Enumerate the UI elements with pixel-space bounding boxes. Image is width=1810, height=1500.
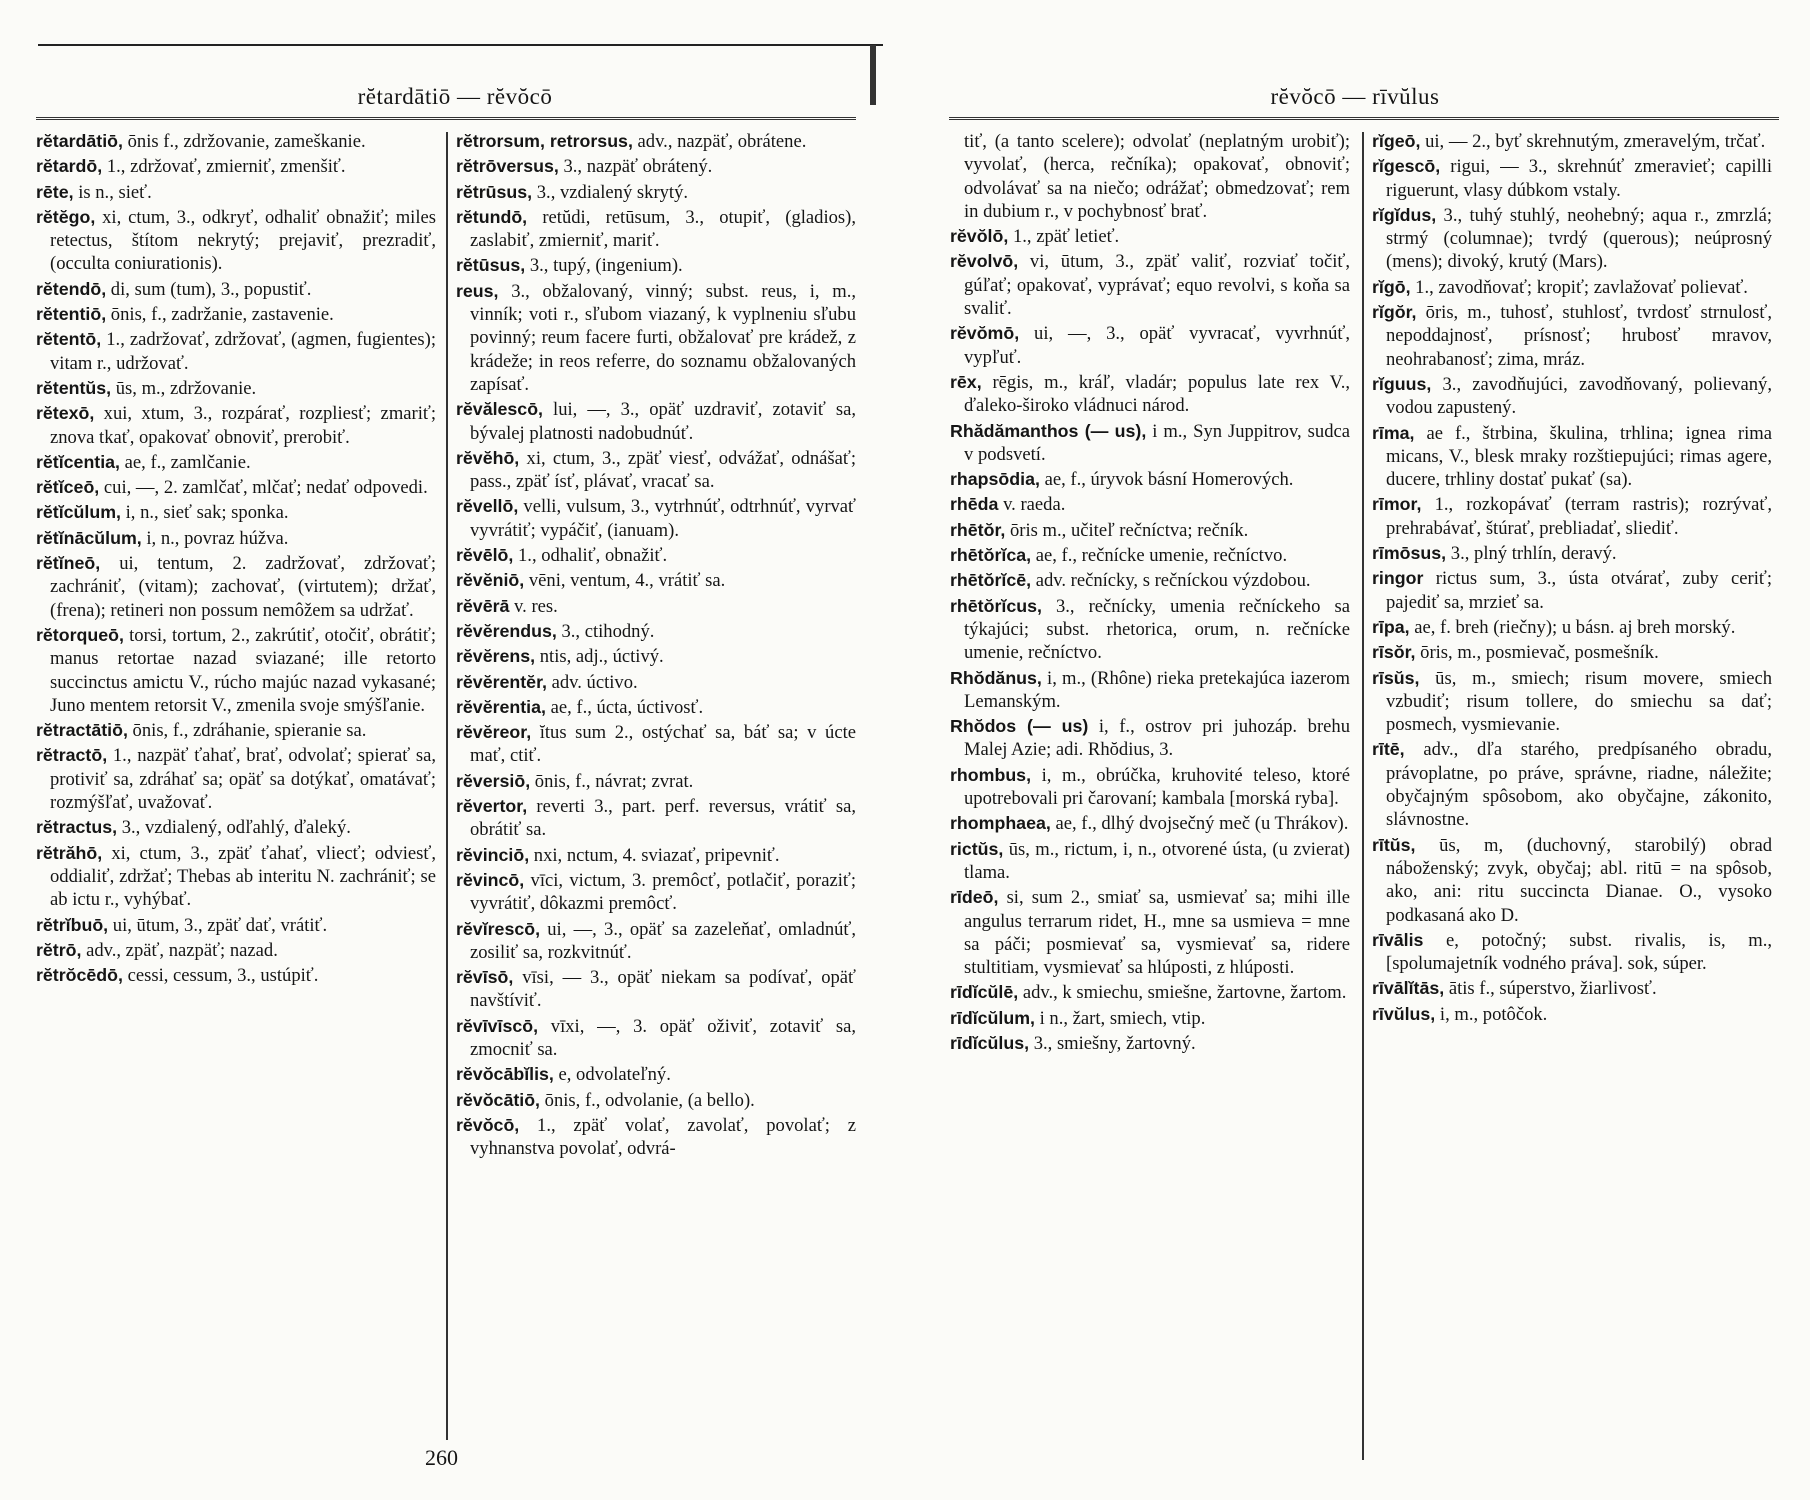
dictionary-column-right <box>1372 130 1772 1460</box>
binding-edge <box>870 45 876 105</box>
entry-definition: i, n., sieť sak; sponka. <box>120 502 289 524</box>
dictionary-entry <box>36 501 436 524</box>
entry-headword: rĕvinciō, <box>456 844 530 865</box>
entry-definition: ūs, m, (duchovný, starobilý) obrad náboženský; zvyk, obyčaj; abl. ritū = na spôsob, ako, ani: ritu succincta Dianae. O., vysoko podkasaná ako D. <box>1386 834 1772 926</box>
entry-definition: i, n., povraz húžva. <box>141 527 289 549</box>
header-rule <box>949 117 1779 120</box>
dictionary-entry <box>36 939 436 962</box>
entry-headword: rēte, <box>36 181 74 202</box>
entry-headword: rīdĭcŭlē, <box>950 982 1019 1003</box>
dictionary-entry <box>1372 155 1772 202</box>
entry-definition: 3., vzdialený, odľahlý, ďaleký. <box>117 817 351 839</box>
dictionary-entry <box>1372 130 1772 153</box>
entry-headword: rĕtrĭbuō, <box>36 914 109 935</box>
entry-definition: ūs, m., smiech; risum movere, smiech vzbudiť; risum tollere, do smiechu sa dať; posmech, vysmievanie. <box>1386 667 1772 736</box>
dictionary-entry <box>456 181 856 204</box>
entry-definition: ōris, m., tuhosť, stuhlosť, tvrdosť strnulosť, nepoddajnosť, prísnosť; hrubosť mravov, neohrabanosť; zima, mráz. <box>1386 302 1772 370</box>
entry-headword: rĕvēlō, <box>456 545 514 566</box>
entry-headword: rĭgŏr, <box>1372 302 1417 323</box>
entry-definition: 3., zavodňujúci, zavodňovaný, polievaný, vodou zapustený. <box>1386 373 1772 419</box>
entry-definition: 1., zpäť letieť. <box>1008 226 1120 248</box>
entry-definition: velli, vulsum, 3., vytrhnúť, odtrhnúť, vyrvať vyvrátiť; vypáčiť, (ianuam). <box>470 496 856 541</box>
dictionary-entry <box>456 398 856 445</box>
entry-definition: i, m., (Rhône) rieka pretekajúca iazerom Lemanským. <box>964 667 1350 712</box>
entry-headword: rīsŏr, <box>1372 642 1416 663</box>
entry-headword: rĕtractō, <box>36 745 108 766</box>
entry-definition: rēgis, m., kráľ, vladár; populus late rex V., ďaleko-široko vládnuci národ. <box>964 371 1350 417</box>
entry-definition: 1., nazpäť ťahať, brať, odvolať; spierať sa, protiviť sa, zdráhať sa; opäť sa dotýkať, omatávať; rozmýšľať, uvažovať. <box>50 745 436 814</box>
entry-headword: rĭgescō, <box>1372 156 1441 177</box>
entry-headword: rĕtĭneō, <box>36 553 101 574</box>
entry-headword: rhombus, <box>950 764 1032 785</box>
dictionary-entry <box>950 130 1350 223</box>
entry-definition: 1., zadržovať, zdržovať, (agmen, fugientes); vitam r., udržovať. <box>50 329 436 374</box>
dictionary-entry <box>456 770 856 793</box>
entry-headword: rĕvertor, <box>456 796 528 817</box>
dictionary-entry <box>950 1007 1350 1030</box>
entry-definition: adv., k smiechu, smiešne, žartovne, žartom. <box>1018 982 1347 1004</box>
entry-definition: ae, f., zamlčanie. <box>120 451 251 473</box>
dictionary-entry <box>36 624 436 717</box>
entry-definition: ōnis, f., odvolanie, (a bello). <box>540 1089 755 1111</box>
dictionary-entry <box>456 795 856 842</box>
entry-headword: rĕtrăhō, <box>36 842 103 863</box>
entry-definition: i, m., obrúčka, kruhovité teleso, ktoré upotrebovali pri čarovaní; kambala [morská ryba]. <box>964 764 1350 810</box>
entry-definition: 3., obžalovaný, vinný; subst. reus, i, m., vinník; voti r., sľubom viazaný, k vyplneniu sľubu povinný; reum facere furti, obžalovať pre krádež, z krádeže; in reos referre, do soznamu obžalovaných zapísať. <box>470 280 856 395</box>
dictionary-entry <box>456 155 856 178</box>
dictionary-entry <box>950 225 1350 248</box>
entry-headword: rīma, <box>1372 422 1415 443</box>
entry-definition: vēni, ventum, 4., vrátiť sa. <box>524 570 726 592</box>
dictionary-entry <box>950 1032 1350 1055</box>
entry-headword: rĕtrō, <box>36 939 82 960</box>
entry-definition: vīxi, —, 3. opäť oživiť, zotaviť sa, zmocniť sa. <box>470 1015 856 1060</box>
entry-headword: rĕtexō, <box>36 403 95 424</box>
entry-definition: ui, —, 3., opäť sa zazeleňať, omladnúť, zosiliť sa, rozkvitnúť. <box>470 918 856 963</box>
dictionary-entry <box>1372 493 1772 540</box>
dictionary-entry <box>456 721 856 768</box>
dictionary-entry <box>1372 977 1772 1000</box>
dictionary-entry <box>950 420 1350 467</box>
entry-definition: torsi, tortum, 2., zakrútiť, otočiť, obrátiť; manus retortae nazad sviazané; illе retorto succinctus amictu V., rúcho majúc nazad vykasané; Juno mentem retorsit V., zmenila svoje smýšľanie. <box>50 624 436 716</box>
entry-definition: ātis f., súperstvo, žiarlivosť. <box>1444 978 1657 1000</box>
entry-definition: ĭtus sum 2., ostýchať sa, báť sa; v úcte mať, ctiť. <box>470 722 856 767</box>
dictionary-entry <box>1372 929 1772 976</box>
entry-definition: i m., Syn Juppitrov, sudca v podsvetí. <box>964 420 1350 465</box>
dictionary-entry <box>36 744 436 814</box>
dictionary-entry <box>36 476 436 499</box>
entry-definition: si, sum 2., smiať sa, usmievať sa; mihi ille angulus terrarum ridet, H., mne sa usmieva = mne sa páči; posmievať sa, vysmievať sa, ridere stultitiam, vysmievať sa hlúposti, z hlúposti. <box>964 887 1350 979</box>
entry-headword: rĕtentŭs, <box>36 377 112 398</box>
entry-definition: tiť, (a tanto scelere); odvolať (neplatným urobiť); vyvolať, (herca, rečníka); opakovať, obnoviť; odvolávať sa na niečo; odrážať; obmedzovať; rem in dubium r., v pochybnosť brať. <box>964 131 1350 222</box>
entry-headword: reus, <box>456 280 499 301</box>
entry-definition: ui, —, 3., opäť vyvracať, vyvrhnúť, vypľuť. <box>964 323 1350 368</box>
page-number: 260 <box>425 1445 458 1470</box>
entry-headword: rĕtĭceō, <box>36 477 100 498</box>
entry-headword: rīdeō, <box>950 887 999 908</box>
dictionary-entry <box>456 130 856 153</box>
entry-definition: rictus sum, 3., ústa otvárať, zuby ceriť; pajediť sa, mrzieť sa. <box>1386 568 1772 613</box>
entry-headword: rĕtĭcŭlum, <box>36 502 121 523</box>
column-divider <box>446 132 448 1440</box>
entry-headword: rīvālĭtās, <box>1372 978 1445 999</box>
entry-definition: 3., tuhý stuhlý, neohebný; aqua r., zmrzlá; strmý (columnae); tvrdý (querous); neúprosný (mens); divoký, krutý (Mars). <box>1386 204 1772 273</box>
dictionary-entry <box>36 130 436 153</box>
entry-definition: xi, ctum, 3., odkryť, odhaliť obnažiť; miles retectus, štítom nekrytý; prejaviť, prezradiť, (occulta coniurationis). <box>50 206 436 275</box>
entry-headword: rĕtrorsum, retrorsus, <box>456 131 633 151</box>
entry-definition: di, sum (tum), 3., popustiť. <box>106 278 312 300</box>
dictionary-entry <box>456 1063 856 1086</box>
dictionary-entry <box>456 844 856 867</box>
entry-definition: v. res. <box>509 595 558 617</box>
dictionary-entry <box>950 493 1350 516</box>
entry-headword: rĕvērā <box>456 595 510 616</box>
entry-headword: rĕvīsō, <box>456 967 514 988</box>
entry-headword: rhētŏrĭca, <box>950 545 1032 566</box>
entry-headword: rĕvŏcō, <box>456 1114 520 1135</box>
dictionary-entry <box>456 1114 856 1161</box>
dictionary-column-left <box>36 130 436 1440</box>
entry-headword: rīdĭcŭlus, <box>950 1032 1030 1053</box>
dictionary-entry <box>1372 738 1772 831</box>
dictionary-entry <box>456 671 856 694</box>
entry-definition: 1., zpäť volať, zavolať, povolať; z vyhnanstva povolať, odvrá- <box>470 1114 856 1160</box>
entry-headword: rhapsōdia, <box>950 469 1040 490</box>
entry-definition: adv., dľa starého, predpísaného obradu, právoplatne, po práve, správne, riadne, náležite; obyčajným spôsobom, ako obyčajne, zákonito, slávnostne. <box>1386 739 1772 831</box>
dictionary-entry <box>36 278 436 301</box>
entry-headword: rĕtūsus, <box>456 255 526 276</box>
entry-definition: i, f., ostrov pri juhozáp. brehu Malej Azie; adi. Rhŏdius, 3. <box>964 716 1350 761</box>
dictionary-entry <box>950 519 1350 542</box>
dictionary-entry <box>950 886 1350 979</box>
dictionary-entry <box>1372 616 1772 639</box>
entry-headword: rĕtardō, <box>36 156 103 177</box>
dictionary-entry <box>1372 542 1772 565</box>
entry-headword: rĕvŏlō, <box>950 226 1009 247</box>
dictionary-entry <box>36 303 436 326</box>
entry-definition: ūs, m., zdržovanie. <box>111 377 257 399</box>
entry-definition: ae, f., dlhý dvojsečný meč (u Thrákov). <box>1050 813 1349 835</box>
dictionary-entry <box>36 181 436 204</box>
entry-definition: reverti 3., part. perf. reversus, vrátiť sa, obrátiť sa. <box>470 796 856 841</box>
entry-definition: 3., ctihodný. <box>556 620 655 642</box>
entry-definition: 1., odhaliť, obnažiť. <box>513 545 668 567</box>
entry-headword: rīsŭs, <box>1372 667 1420 688</box>
entry-headword: rĕtrōversus, <box>456 156 559 177</box>
dictionary-entry <box>456 918 856 965</box>
dictionary-entry <box>950 371 1350 418</box>
entry-headword: rĕtĕgo, <box>36 206 96 227</box>
entry-definition: ui, ūtum, 3., zpäť dať, vrátiť. <box>108 914 328 936</box>
running-header: rĕtardātiō — rĕvŏcō <box>357 84 553 109</box>
entry-definition: lui, —, 3., opäť uzdraviť, zotaviť sa, bývalej platnosti nadobudnúť. <box>470 399 856 444</box>
dictionary-entry <box>36 914 436 937</box>
entry-definition: xi, ctum, 3., zpäť ťahať, vliecť; odviesť, oddialiť, zdržať; Thebas ab interitu N. zachrániť; se ab ictu r., vyhýbať. <box>50 842 436 911</box>
entry-headword: rĕvĕrentia, <box>456 696 546 717</box>
entry-headword: rĕvĕreor, <box>456 722 532 743</box>
entry-headword: rīmōsus, <box>1372 543 1447 564</box>
entry-definition: cessi, cessum, 3., ustúpiť. <box>122 965 319 987</box>
entry-definition: 3., rečnícky, umenia rečníckeho sa týkajúci; subst. rhetorica, orum, n. rečnícke umenie, rečníctvo. <box>964 595 1350 664</box>
entry-headword: rītŭs, <box>1372 834 1416 855</box>
entry-definition: 3., tupý, (ingenium). <box>525 255 683 277</box>
dictionary-entry <box>950 595 1350 665</box>
entry-headword: rĕvŏmō, <box>950 323 1020 344</box>
dictionary-entry <box>1372 276 1772 299</box>
entry-definition: ntis, adj., úctivý. <box>535 646 664 668</box>
entry-headword: rĕversiō, <box>456 770 531 791</box>
dictionary-entry <box>456 495 856 542</box>
entry-definition: xi, ctum, 3., zpäť viesť, odvážať, odnášať; pass., zpäť ísť, plávať, vracať sa. <box>470 447 856 493</box>
dictionary-entry <box>950 981 1350 1004</box>
dictionary-entry <box>950 569 1350 592</box>
dictionary-entry <box>950 715 1350 762</box>
entry-headword: rĕvĕniō, <box>456 570 525 591</box>
dictionary-entry <box>1372 567 1772 614</box>
dictionary-entry <box>456 206 856 253</box>
entry-headword: rĕtĭnācŭlum, <box>36 527 142 548</box>
entry-headword: rĭgĭdus, <box>1372 204 1437 225</box>
entry-definition: 3., nazpäť obrátený. <box>558 156 713 178</box>
dictionary-entry <box>36 816 436 839</box>
entry-headword: rīpa, <box>1372 616 1410 637</box>
entry-headword: rhomphaea, <box>950 813 1051 834</box>
entry-definition: retŭdi, retūsum, 3., otupiť, (gladios), zaslabiť, zmierniť, mariť. <box>470 206 856 252</box>
entry-headword: rĕvĕhō, <box>456 447 520 468</box>
dictionary-entry <box>456 869 856 916</box>
running-header: rĕvŏcō — rīvŭlus <box>1270 84 1440 109</box>
dictionary-entry <box>950 250 1350 320</box>
entry-definition: is n., sieť. <box>73 181 152 203</box>
dictionary-entry <box>36 842 436 912</box>
entry-definition: adv. úctivo. <box>546 671 638 693</box>
entry-headword: rĕvĕrens, <box>456 646 536 667</box>
dictionary-entry <box>36 719 436 742</box>
dictionary-entry <box>456 569 856 592</box>
entry-definition: i, m., potôčok. <box>1435 1003 1548 1025</box>
entry-headword: rĕtentiō, <box>36 304 107 325</box>
entry-definition: vīsi, — 3., opäť niekam sa podívať, opäť navštíviť. <box>470 967 856 1012</box>
entry-definition: rigui, — 3., skrehnúť zmeravieť; capilli riguerunt, vlasy dúbkom vstaly. <box>1386 156 1772 201</box>
entry-headword: rhēda <box>950 494 999 515</box>
entry-definition: adv. rečnícky, s rečníckou výzdobou. <box>1031 570 1311 592</box>
entry-headword: rhētŏrĭcus, <box>950 595 1042 616</box>
entry-definition: ōris, m., posmievač, posmešník. <box>1415 642 1659 664</box>
entry-headword: rīdĭcŭlum, <box>950 1007 1035 1028</box>
entry-headword: rĭgeō, <box>1372 131 1421 151</box>
entry-definition: ōnis f., zdržovanie, zameškanie. <box>122 131 366 152</box>
entry-headword: rĕtendō, <box>36 278 107 299</box>
entry-headword: rĕvincō, <box>456 869 525 890</box>
entry-definition: ui, tentum, 2. zadržovať, zdržovať; zachrániť, (vitam); zachovať, (virtutem); držať, (frena); retineri non possum nemôžem sa udržať. <box>50 553 436 621</box>
entry-headword: rĕtorqueō, <box>36 624 124 645</box>
entry-definition: ae, f. breh (riečny); u básn. aj breh morský. <box>1409 616 1736 638</box>
entry-definition: 1., zavodňovať; kropiť; zavlažovať polievať. <box>1410 276 1748 298</box>
entry-definition: ae, f., rečnícke umenie, rečníctvo. <box>1031 545 1288 567</box>
entry-headword: rĕtractātiō, <box>36 720 128 741</box>
entry-definition: ōnis, f., zadržanie, zastavenie. <box>106 304 334 326</box>
entry-headword: rĕvĕrendus, <box>456 620 557 641</box>
column-divider <box>1362 132 1364 1460</box>
entry-headword: rĕvĭrescō, <box>456 918 541 939</box>
entry-definition: 3., smiešny, žartovný. <box>1029 1032 1196 1054</box>
entry-headword: rĕvellō, <box>456 496 519 517</box>
dictionary-entry <box>36 402 436 449</box>
dictionary-entry <box>1372 373 1772 420</box>
entry-headword: rĕtĭcentia, <box>36 451 121 472</box>
dictionary-entry <box>456 1015 856 1062</box>
dictionary-entry <box>1372 667 1772 737</box>
entry-headword: rĕtractus, <box>36 817 118 838</box>
entry-headword: rĕvŏcātiō, <box>456 1089 541 1110</box>
entry-headword: rĕvīvīscō, <box>456 1015 539 1036</box>
entry-definition: adv., nazpäť, obrátene. <box>632 131 807 152</box>
entry-definition: ae, f., úcta, úctivosť. <box>545 696 704 718</box>
entry-headword: rēx, <box>950 371 982 392</box>
entry-definition: v. raeda. <box>998 494 1066 516</box>
dictionary-entry <box>456 280 856 396</box>
entry-definition: nxi, nctum, 4. sviazať, pripevniť. <box>529 844 780 866</box>
entry-definition: ōris m., učiteľ rečníctva; rečník. <box>1005 519 1249 541</box>
dictionary-entry <box>1372 1003 1772 1026</box>
entry-definition: 3., plný trhlín, deravý. <box>1446 543 1617 565</box>
dictionary-entry <box>950 544 1350 567</box>
right-page <box>905 0 1810 1500</box>
entry-headword: rĕvŏcābĭlis, <box>456 1064 554 1085</box>
entry-headword: rictŭs, <box>950 838 1004 859</box>
entry-definition: ūs, m., rictum, i, n., otvorené ústa, (u zvierat) tlama. <box>964 838 1350 883</box>
dictionary-entry <box>36 552 436 622</box>
entry-headword: rĕtundō, <box>456 206 528 227</box>
dictionary-entry <box>36 964 436 987</box>
entry-headword: rĕvălescō, <box>456 399 543 420</box>
entry-headword: rĕtrūsus, <box>456 181 533 202</box>
dictionary-entry <box>950 322 1350 369</box>
dictionary-entry <box>456 966 856 1013</box>
entry-headword: Rhŏdănus, <box>950 667 1042 688</box>
entry-definition: ui, — 2., byť skrehnutým, zmeravelým, trčať. <box>1420 131 1766 152</box>
entry-headword: rĕvolvō, <box>950 251 1019 272</box>
dictionary-entry <box>950 838 1350 885</box>
dictionary-entry <box>456 544 856 567</box>
entry-headword: ringor <box>1372 568 1424 589</box>
entry-definition: cui, —, 2. zamlčať, mlčať; nedať odpovedi. <box>99 477 428 499</box>
dictionary-entry <box>1372 834 1772 927</box>
entry-headword: rĕtentō, <box>36 329 102 350</box>
entry-headword: rĕvĕrentĕr, <box>456 671 547 692</box>
dictionary-entry <box>950 812 1350 835</box>
dictionary-column-left <box>950 130 1350 1460</box>
entry-headword: Rhŏdos (— us) <box>950 716 1089 737</box>
dictionary-entry <box>456 696 856 719</box>
dictionary-entry <box>456 620 856 643</box>
dictionary-entry <box>36 328 436 375</box>
dictionary-entry <box>36 377 436 400</box>
entry-definition: 3., vzdialený skrytý. <box>532 181 689 203</box>
dictionary-entry <box>950 667 1350 714</box>
entry-definition: i n., žart, smiech, vtip. <box>1034 1007 1206 1029</box>
dictionary-entry <box>1372 422 1772 492</box>
entry-definition: adv., zpäť, nazpäť; nazad. <box>81 939 278 961</box>
entry-definition: ōnis, f., zdráhanie, spieranie sa. <box>127 720 367 742</box>
entry-headword: rīmor, <box>1372 494 1422 515</box>
dictionary-entry <box>1372 641 1772 664</box>
dictionary-entry <box>950 468 1350 491</box>
dictionary-entry <box>456 254 856 277</box>
dictionary-entry <box>1372 204 1772 274</box>
entry-headword: rĕtardātiō, <box>36 131 123 151</box>
header-rule <box>36 117 856 120</box>
entry-definition: e, odvolateľný. <box>553 1064 671 1086</box>
entry-definition: e, potočný; subst. rivalis, is, m., [spolumajetník vodného práva]. sok, súper. <box>1386 929 1772 975</box>
dictionary-entry <box>456 1089 856 1112</box>
entry-definition: ae, f., úryvok básní Homerových. <box>1039 469 1294 491</box>
entry-definition: xui, xtum, 3., rozpárať, rozpliesť; zmariť; znova tkať, opakovať obnoviť, prerobiť. <box>50 403 436 448</box>
entry-headword: rĕtrŏcēdō, <box>36 965 123 986</box>
dictionary-entry <box>950 764 1350 811</box>
entry-headword: rīvŭlus, <box>1372 1003 1436 1024</box>
dictionary-entry <box>36 527 436 550</box>
entry-headword: rĭguus, <box>1372 373 1432 394</box>
entry-headword: rhētŏrĭcē, <box>950 570 1032 591</box>
entry-definition: vīci, victum, 3. premôcť, potlačiť, poraziť; vyvrátiť, dôkazmi premôcť. <box>470 869 856 915</box>
dictionary-entry <box>36 155 436 178</box>
dictionary-entry <box>456 447 856 494</box>
entry-definition: ae f., štrbina, škulina, trhlina; ignea rima micans, V., blesk mraky rozštiepujúci; rimas agere, ducere, trhliny dostať pukať (sa). <box>1386 422 1772 491</box>
dictionary-entry <box>456 595 856 618</box>
dictionary-entry <box>1372 301 1772 371</box>
entry-definition: ōnis, f., návrat; zvrat. <box>530 770 694 792</box>
dictionary-entry <box>456 645 856 668</box>
dictionary-column-right <box>456 130 856 1440</box>
entry-headword: rĭgō, <box>1372 276 1411 297</box>
entry-definition: 1., zdržovať, zmierniť, zmenšiť. <box>102 156 346 178</box>
dictionary-entry <box>36 451 436 474</box>
top-rule <box>38 44 883 46</box>
entry-headword: rhētŏr, <box>950 519 1006 540</box>
entry-definition: 1., rozkopávať (terram rastris); rozrývať, prehrabávať, štúrať, prebliadať, sliediť. <box>1386 494 1772 539</box>
dictionary-entry <box>36 206 436 276</box>
entry-headword: Rhădămanthos (— us), <box>950 420 1147 441</box>
entry-headword: rīvālis <box>1372 929 1424 950</box>
entry-definition: vi, ūtum, 3., zpäť valiť, rozviať točiť, gúľať; opakovať, vyprávať; equo revolvi, s koňa sa svaliť. <box>964 251 1350 320</box>
entry-headword: rītē, <box>1372 739 1405 760</box>
